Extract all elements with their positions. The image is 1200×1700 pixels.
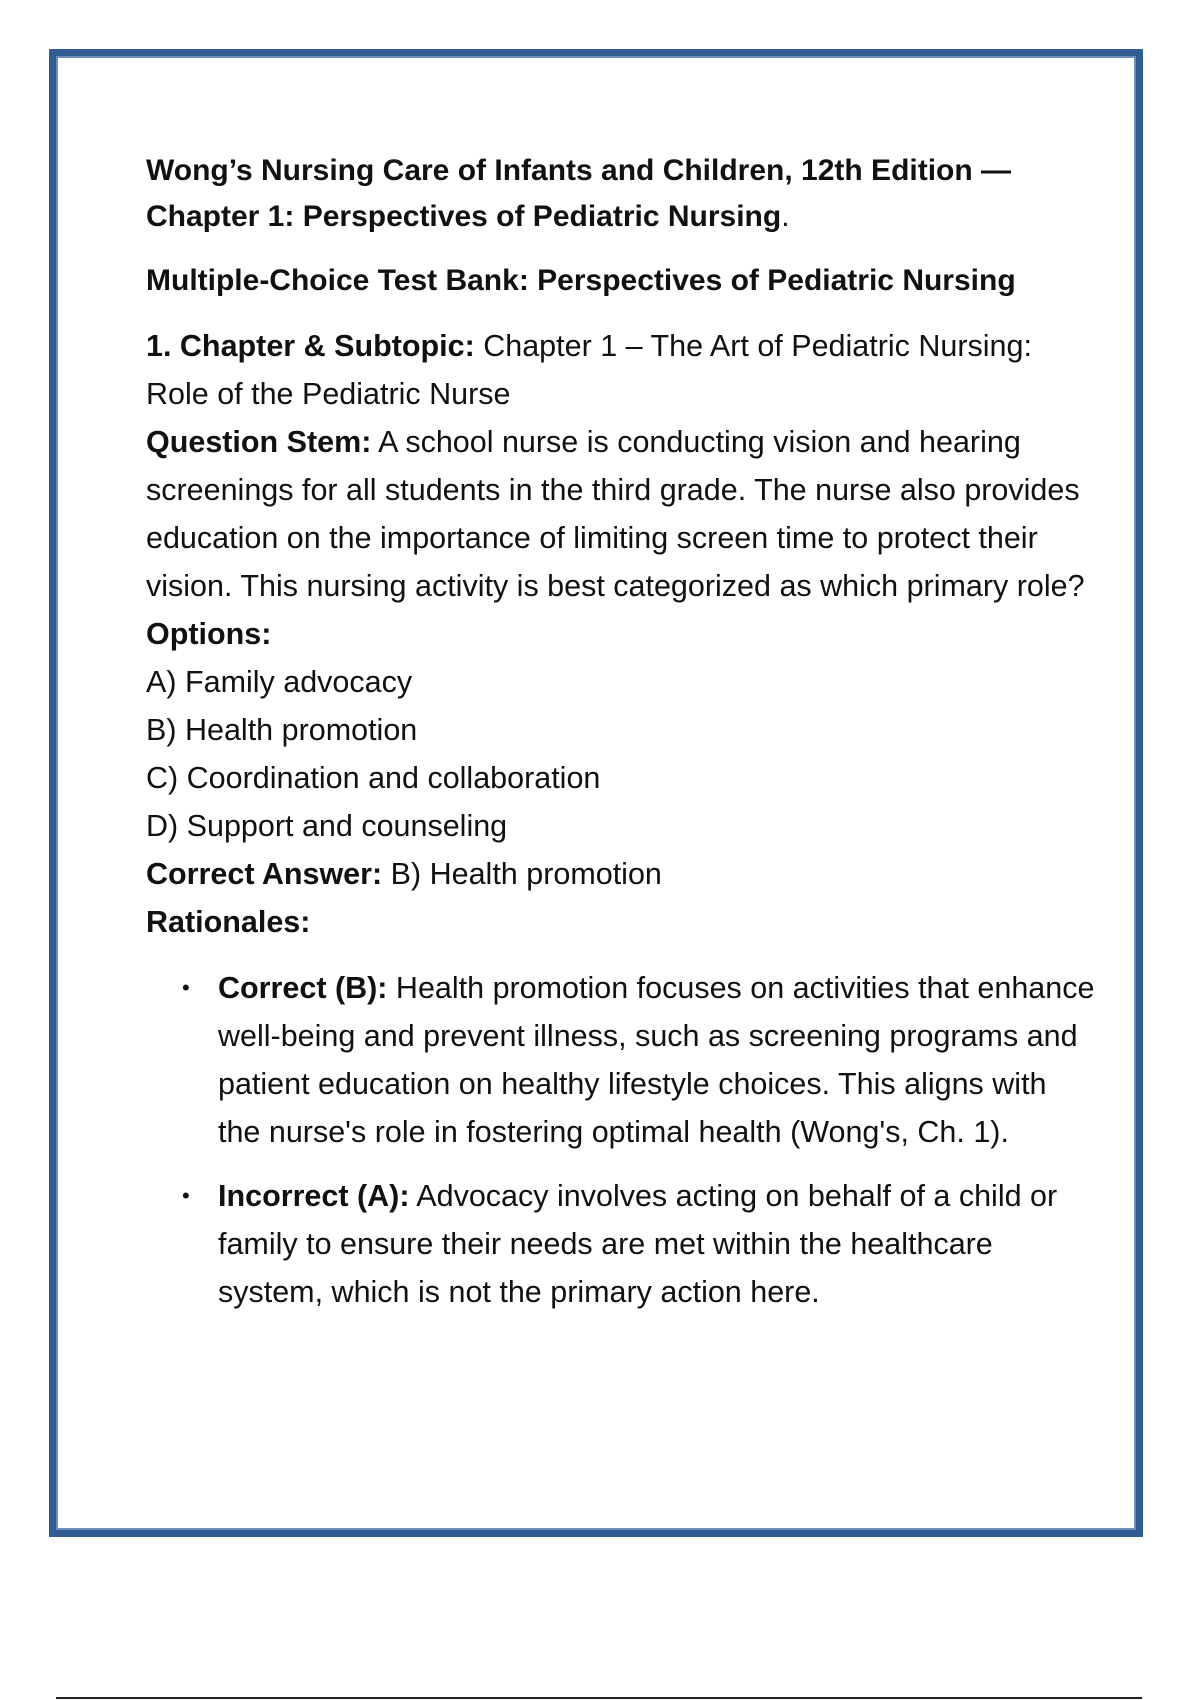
question-number-label: 1. Chapter & Subtopic:: [146, 329, 475, 363]
correct-answer-label: Correct Answer:: [146, 857, 383, 891]
question-subtopic: [146, 322, 1096, 418]
question-stem-label: Question Stem:: [146, 425, 372, 459]
rationales-list: [146, 964, 1096, 1316]
document-content: [146, 148, 1096, 1332]
option-c: C) Coordination and collaboration: [146, 761, 601, 795]
rationale-label: Correct (B):: [218, 971, 388, 1005]
subtopic-text: Chapter 1 – The Art of Pediatric Nursing: Role of the Pediatric Nurse: [146, 329, 1032, 411]
bullet-icon: •: [182, 1183, 190, 1208]
options-label: Options:: [146, 617, 272, 651]
correct-answer-text: B) Health promotion: [382, 857, 662, 891]
rationale-item: [182, 1172, 1096, 1316]
option-a: A) Family advocacy: [146, 665, 413, 699]
title-text: Wong’s Nursing Care of Infants and Children, 12th Edition — Chapter 1: Perspectives of Pediatric Nursing: [146, 154, 1012, 233]
options-list: [146, 658, 1096, 850]
rationale-label: Incorrect (A):: [218, 1179, 410, 1213]
document-title: [146, 148, 1096, 240]
bullet-icon: •: [182, 975, 190, 1000]
rationale-text: Health promotion focuses on activities that enhance well-being and prevent illness, such as screening programs and patient education on healthy lifestyle choices. This aligns with the nurse's role in fostering optimal health (Wong's, Ch. 1).: [218, 971, 1095, 1149]
question-stem: [146, 418, 1096, 610]
option-b: B) Health promotion: [146, 713, 418, 747]
correct-answer: [146, 850, 1096, 898]
option-d: D) Support and counseling: [146, 809, 508, 843]
footer-rule: [56, 1697, 1142, 1699]
title-period: .: [781, 200, 790, 233]
rationales-label: Rationales:: [146, 905, 311, 939]
question-stem-text: A school nurse is conducting vision and hearing screenings for all students in the third grade. The nurse also provides education on the importance of limiting screen time to protect their vision. This nursing activity is best categorized as which primary role?: [146, 425, 1085, 603]
document-subtitle: Multiple-Choice Test Bank: Perspectives of Pediatric Nursing: [146, 264, 1016, 297]
rationale-item: [182, 964, 1096, 1156]
rationale-text: Advocacy involves acting on behalf of a child or family to ensure their needs are met within the healthcare system, which is not the primary action here.: [218, 1179, 1058, 1309]
